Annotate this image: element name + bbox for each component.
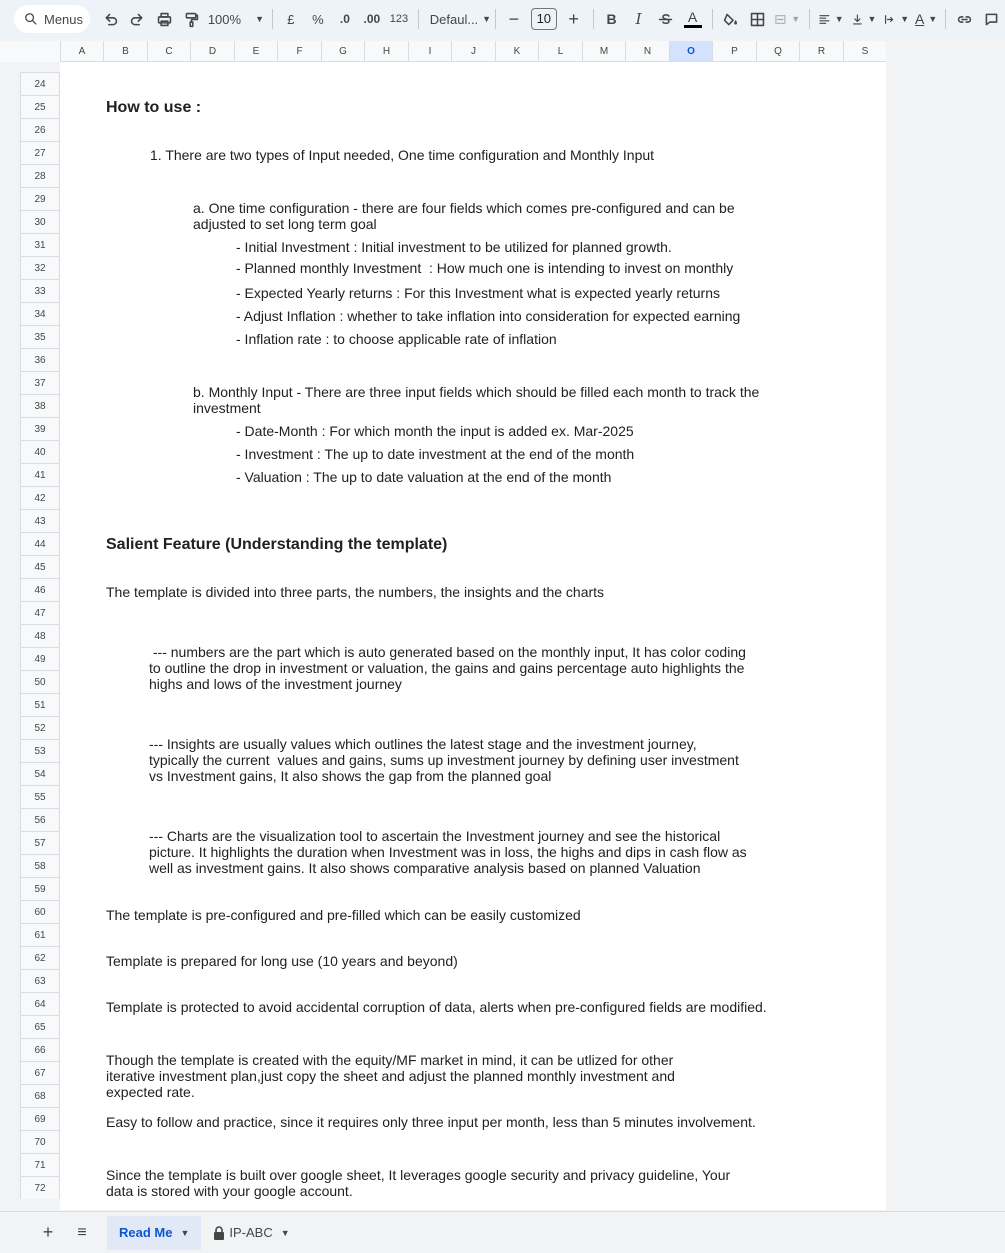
row-header-58[interactable]: 58 [20, 854, 60, 877]
tab-ip-abc[interactable] [201, 1216, 301, 1250]
preconfigured-text: The template is pre-configured and pre-filled which can be easily customized [106, 907, 581, 923]
print-button[interactable] [152, 5, 178, 33]
row-header-56[interactable]: 56 [20, 808, 60, 831]
align-bottom-icon [851, 11, 864, 28]
easy-practice-text: Easy to follow and practice, since it requires only three input per month, less than 5 minutes involvement. [106, 1114, 756, 1130]
font-family-value: Defaul... [429, 11, 479, 27]
row-header-70[interactable]: 70 [20, 1130, 60, 1153]
chevron-down-icon: ▼ [900, 14, 910, 24]
bold-button[interactable]: B [606, 11, 617, 27]
toolbar-divider [593, 9, 594, 29]
text-rotation-button[interactable] [913, 5, 939, 33]
row-header-44[interactable]: 44 [20, 532, 60, 555]
row-header-27[interactable]: 27 [20, 141, 60, 164]
tab-ip-abc-label: IP-ABC [229, 1225, 273, 1240]
column-header-h[interactable]: H [364, 41, 408, 62]
font-size-input[interactable] [528, 5, 560, 33]
how-to-use-heading: How to use : [106, 99, 202, 116]
row-header-51[interactable]: 51 [20, 693, 60, 716]
text-wrap-icon [883, 11, 896, 28]
more-formats-button[interactable]: 123 [389, 13, 409, 25]
column-header-k[interactable]: K [495, 41, 538, 62]
row-header-33[interactable]: 33 [20, 279, 60, 302]
align-left-icon [818, 11, 831, 28]
italic-button[interactable]: I [635, 10, 642, 28]
row-header-66[interactable]: 66 [20, 1038, 60, 1061]
strikethrough-button[interactable] [653, 5, 679, 33]
column-header-o[interactable]: O [669, 41, 712, 62]
text-color-button[interactable] [680, 5, 706, 33]
percent-format-button[interactable]: % [312, 11, 324, 27]
paint-format-button[interactable] [179, 5, 205, 33]
row-header-54[interactable]: 54 [20, 762, 60, 785]
row-header-bar [0, 62, 60, 1210]
text-color-swatch [684, 25, 702, 28]
sheet-tab-bar [0, 1211, 1005, 1253]
tab-read-me[interactable] [107, 1216, 201, 1250]
text-wrapping-button[interactable] [880, 5, 912, 33]
row-header-24[interactable]: 24 [20, 72, 60, 95]
zoom-value: 100% [207, 11, 242, 27]
fill-color-button[interactable] [717, 5, 743, 33]
insights-description: --- Insights are usually values which outlines the latest stage and the investment journey, typically the current values and gains, sums up investment journey by defining user investment vs Investment gains, It also shows the gap from the planned goal [149, 736, 743, 784]
row-header-41[interactable]: 41 [20, 463, 60, 486]
search-icon [24, 12, 38, 26]
zoom-select[interactable] [206, 5, 266, 33]
chevron-down-icon: ▼ [791, 14, 801, 24]
input-types-text: 1. There are two types of Input needed, One time configuration and Monthly Input [150, 147, 655, 163]
column-header-d[interactable]: D [190, 41, 234, 62]
column-header-j[interactable]: J [451, 41, 495, 62]
column-header-c[interactable]: C [147, 41, 190, 62]
toolbar-divider [712, 9, 713, 29]
fill-color-icon [722, 11, 739, 28]
chevron-down-icon[interactable]: ▼ [180, 1227, 190, 1238]
borders-icon [749, 11, 766, 28]
chevron-down-icon: ▼ [834, 14, 844, 24]
column-header-n[interactable]: N [625, 41, 669, 62]
font-family-select[interactable] [424, 5, 492, 33]
long-use-text: Template is prepared for long use (10 years and beyond) [106, 953, 458, 969]
horizontal-align-button[interactable] [815, 5, 847, 33]
column-header-f[interactable]: F [277, 41, 321, 62]
row-header-64[interactable]: 64 [20, 992, 60, 1015]
text-color-icon: A [687, 9, 698, 25]
all-sheets-button[interactable]: ≡ [77, 1223, 87, 1241]
merge-cells-icon [774, 11, 787, 28]
row-header-46[interactable]: 46 [20, 578, 60, 601]
chevron-down-icon: ▼ [482, 14, 492, 24]
decrease-decimal-button[interactable]: .0 [339, 12, 350, 26]
row-header-71[interactable]: 71 [20, 1153, 60, 1176]
row-header-65[interactable]: 65 [20, 1015, 60, 1038]
row-header-39[interactable]: 39 [20, 417, 60, 440]
row-header-35[interactable]: 35 [20, 325, 60, 348]
template-divided-text: The template is divided into three parts, the numbers, the insights and the charts [106, 584, 605, 600]
initial-investment-text: - Initial Investment : Initial investment to be utilized for planned growth. [236, 239, 672, 255]
date-month-text: - Date-Month : For which month the input is added ex. Mar-2025 [236, 423, 634, 439]
row-header-55[interactable]: 55 [20, 785, 60, 808]
row-header-25[interactable]: 25 [20, 95, 60, 118]
column-header-a[interactable]: A [60, 41, 103, 62]
row-header-38[interactable]: 38 [20, 394, 60, 417]
row-header-42[interactable]: 42 [20, 486, 60, 509]
add-sheet-button[interactable]: + [42, 1222, 54, 1242]
row-header-48[interactable]: 48 [20, 624, 60, 647]
toolbar-divider [809, 9, 810, 29]
insert-link-button[interactable] [951, 5, 977, 33]
row-header-59[interactable]: 59 [20, 877, 60, 900]
row-header-26[interactable]: 26 [20, 118, 60, 141]
column-header-e[interactable]: E [234, 41, 277, 62]
font-size-value[interactable]: 10 [531, 8, 557, 30]
comment-icon [983, 11, 1000, 28]
redo-icon [129, 11, 146, 28]
adjust-inflation-text: - Adjust Inflation : whether to take inflation into consideration for expected earning [236, 308, 741, 324]
menus-search-label: Menus [44, 11, 84, 27]
column-header-q[interactable]: Q [756, 41, 799, 62]
row-header-50[interactable]: 50 [20, 670, 60, 693]
column-header-bar [0, 41, 886, 62]
row-header-53[interactable]: 53 [20, 739, 60, 762]
insert-comment-button[interactable] [978, 5, 1004, 33]
investment-text: - Investment : The up to date investment at the end of the month [236, 446, 635, 462]
chevron-down-icon[interactable]: ▼ [280, 1227, 290, 1238]
row-header-61[interactable]: 61 [20, 923, 60, 946]
currency-format-button[interactable]: £ [287, 11, 295, 27]
row-header-57[interactable]: 57 [20, 831, 60, 854]
row-header-32[interactable]: 32 [20, 256, 60, 279]
column-header-m[interactable]: M [582, 41, 625, 62]
one-time-config-text: a. One time configuration - there are four fields which comes pre-configured and can be adjusted to set long term goal [193, 200, 739, 232]
column-header-l[interactable]: L [538, 41, 582, 62]
column-header-r[interactable]: R [799, 41, 843, 62]
toolbar-divider [945, 9, 946, 29]
print-icon [156, 11, 173, 28]
planned-monthly-text: - Planned monthly Investment : How much one is intending to invest on monthly [236, 260, 734, 276]
column-header-i[interactable]: I [408, 41, 451, 62]
paint-format-icon [183, 11, 200, 28]
menus-search[interactable] [14, 5, 90, 33]
column-header-p[interactable]: P [712, 41, 756, 62]
redo-button[interactable] [125, 5, 151, 33]
undo-button[interactable] [98, 5, 124, 33]
column-header-s[interactable]: S [843, 41, 886, 62]
equity-text: Though the template is created with the equity/MF market in mind, it can be utlized for other iterative investment plan,just copy the sheet and adjust the planned monthly investment and expected rate. [106, 1052, 679, 1100]
row-header-30[interactable]: 30 [20, 210, 60, 233]
text-rotation-icon: A [915, 11, 925, 27]
inflation-rate-text: - Inflation rate : to choose applicable rate of inflation [236, 331, 557, 347]
lock-icon [213, 1226, 225, 1240]
increase-font-size-button[interactable]: + [568, 8, 579, 29]
row-header-67[interactable]: 67 [20, 1061, 60, 1084]
sheet-grid[interactable] [60, 62, 886, 1210]
expected-returns-text: - Expected Yearly returns : For this Investment what is expected yearly returns [236, 285, 720, 301]
chevron-down-icon: ▼ [255, 14, 264, 24]
row-header-49[interactable]: 49 [20, 647, 60, 670]
row-header-36[interactable]: 36 [20, 348, 60, 371]
row-header-52[interactable]: 52 [20, 716, 60, 739]
charts-description: --- Charts are the visualization tool to ascertain the Investment journey and see the historical picture. It highlights the duration when Investment was in loss, the highs and dips in cash flow as well as investment gains. It also shows comparative analysis based on planned Valuation [149, 828, 751, 876]
row-header-72[interactable]: 72 [20, 1176, 60, 1199]
protected-text: Template is protected to avoid accidental corruption of data, alerts when pre-configured fields are modified. [106, 999, 767, 1015]
row-header-62[interactable]: 62 [20, 946, 60, 969]
row-header-31[interactable]: 31 [20, 233, 60, 256]
row-header-45[interactable]: 45 [20, 555, 60, 578]
row-header-60[interactable]: 60 [20, 900, 60, 923]
row-header-37[interactable]: 37 [20, 371, 60, 394]
numbers-description: --- numbers are the part which is auto generated based on the monthly input, It has color coding to outline the drop in investment or valuation, the gains and gains percentage auto highlights the highs and lows of the investment journey [149, 644, 750, 692]
row-header-68[interactable]: 68 [20, 1084, 60, 1107]
toolbar-divider [272, 9, 273, 29]
row-header-29[interactable]: 29 [20, 187, 60, 210]
row-header-28[interactable]: 28 [20, 164, 60, 187]
salient-feature-heading: Salient Feature (Understanding the template) [106, 536, 448, 553]
column-header-b[interactable]: B [103, 41, 147, 62]
column-header-g[interactable]: G [321, 41, 364, 62]
chevron-down-icon: ▼ [867, 14, 877, 24]
increase-decimal-button[interactable]: .00 [363, 12, 381, 26]
vertical-align-button[interactable] [848, 5, 880, 33]
borders-button[interactable] [744, 5, 770, 33]
link-icon [956, 11, 973, 28]
monthly-input-text: b. Monthly Input - There are three input fields which should be filled each month to track the investment [193, 384, 764, 416]
strikethrough-icon [657, 11, 674, 28]
row-header-69[interactable]: 69 [20, 1107, 60, 1130]
row-header-43[interactable]: 43 [20, 509, 60, 532]
tab-read-me-label: Read Me [119, 1225, 173, 1240]
toolbar [0, 0, 1005, 38]
toolbar-divider [495, 9, 496, 29]
valuation-text: - Valuation : The up to date valuation at the end of the month [236, 469, 612, 485]
row-header-47[interactable]: 47 [20, 601, 60, 624]
merge-cells-button[interactable] [771, 5, 803, 33]
row-header-34[interactable]: 34 [20, 302, 60, 325]
toolbar-divider [418, 9, 419, 29]
undo-icon [102, 11, 119, 28]
google-security-text: Since the template is built over google sheet, It leverages google security and privacy guideline, Your data is stored with your google account. [106, 1167, 735, 1199]
row-header-40[interactable]: 40 [20, 440, 60, 463]
chevron-down-icon: ▼ [928, 14, 938, 24]
decrease-font-size-button[interactable]: − [508, 8, 520, 29]
row-header-63[interactable]: 63 [20, 969, 60, 992]
